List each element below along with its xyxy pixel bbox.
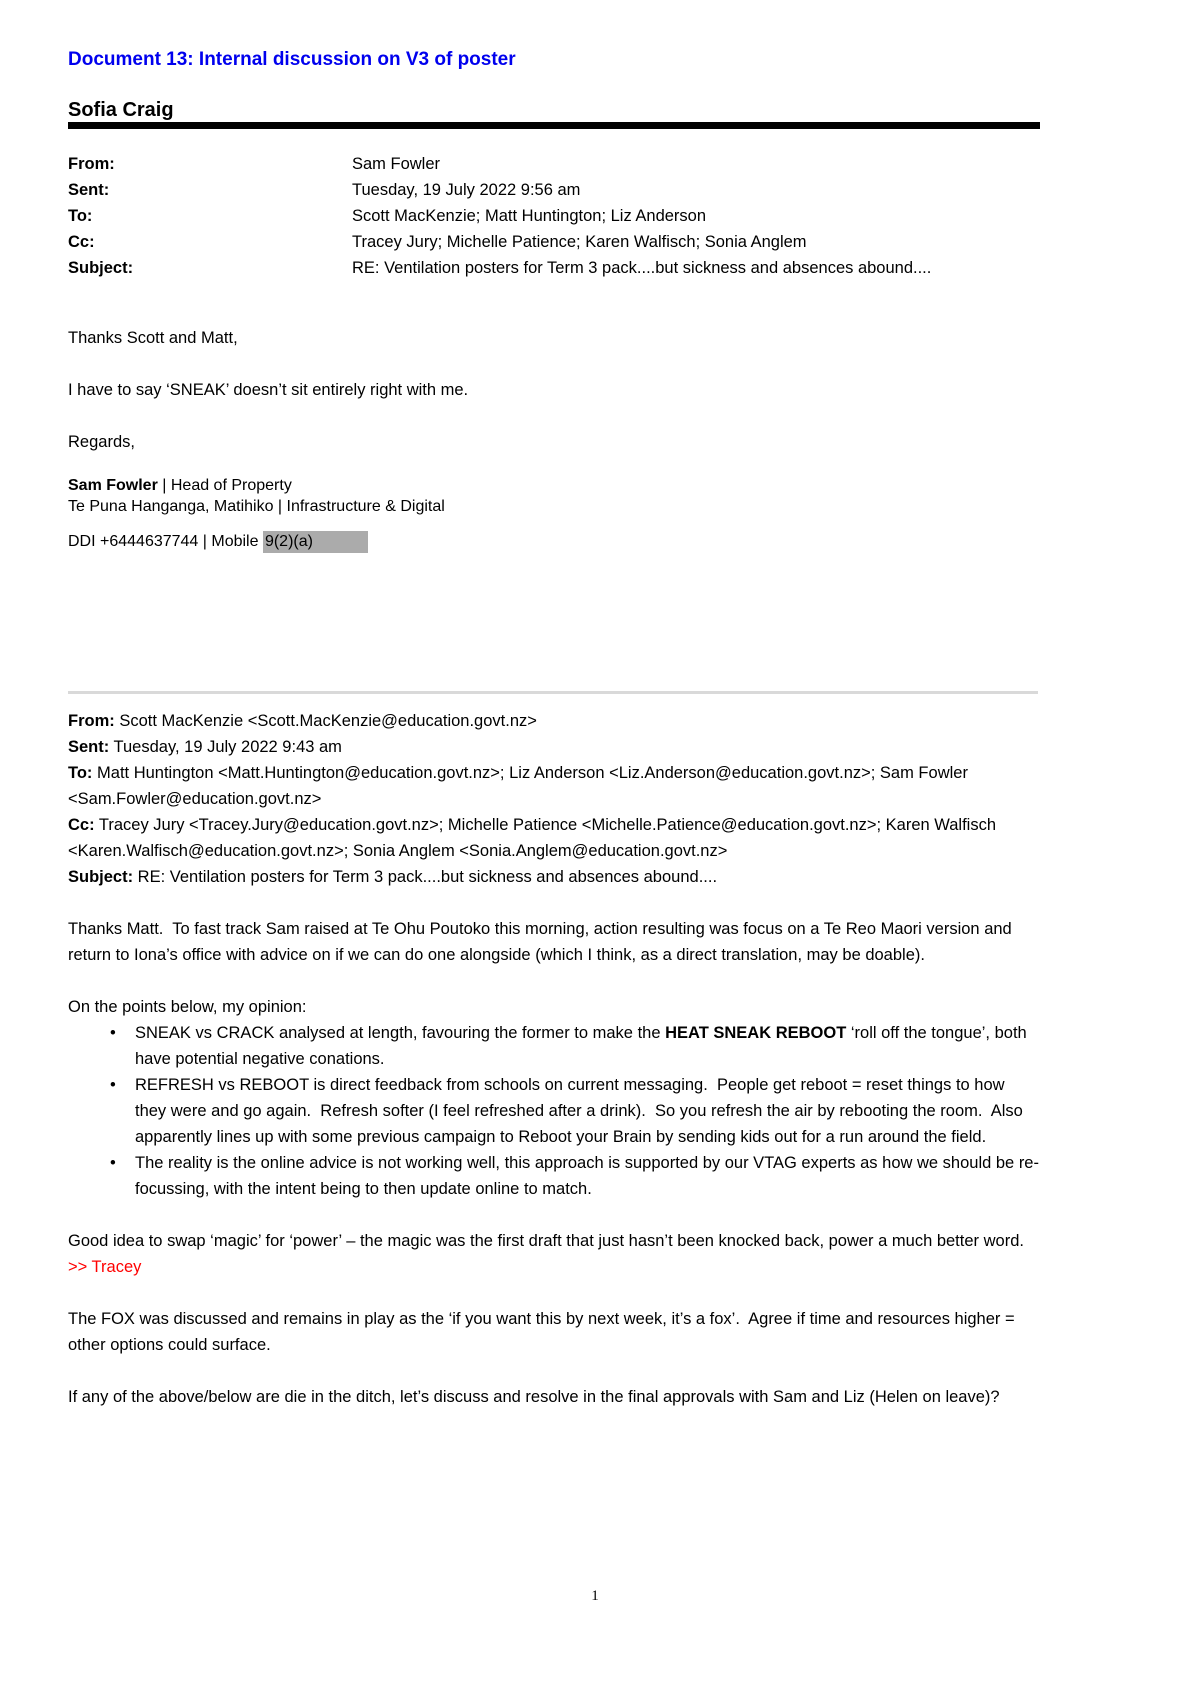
email2-sent-line xyxy=(68,734,1040,760)
email1-to-label: To: xyxy=(68,207,93,225)
signature-org-line: Te Puna Hanganga, Matihiko | Infrastructure & Digital xyxy=(68,498,445,515)
signature-contact-line xyxy=(68,531,1040,553)
email2-para3 xyxy=(68,1228,1040,1280)
bullet-sneak-vs-crack xyxy=(68,1020,1040,1072)
bullet-refresh-vs-reboot: • REFRESH vs REBOOT is direct feedback from schools on current messaging. People get reboot = reset things to how they were and go again. Refresh softer (I feel refreshed after a drink). So you refresh the air by rebooting the room. Also apparently lines up with some previous campaign to Reboot your Brain by sending kids out for a run around the field. xyxy=(68,1072,1040,1150)
document-title: Document 13: Internal discussion on V3 of poster xyxy=(68,49,516,70)
signature-role: | Head of Property xyxy=(157,477,292,494)
header-rule xyxy=(68,122,1040,129)
signature-contact-prefix: DDI +6444637744 | Mobile xyxy=(68,533,263,550)
email2-subject-line xyxy=(68,864,1040,890)
para3-main: Good idea to swap ‘magic’ for ‘power’ – the magic was the first draft that just hasn’t been knocked back, power a much better word. xyxy=(68,1232,1034,1250)
para3-tracey-annotation: >> Tracey xyxy=(68,1258,142,1276)
email2-cc-label: Cc: xyxy=(68,816,95,834)
email1-sent-label: Sent: xyxy=(68,181,110,199)
email1-signoff: Regards, xyxy=(68,433,135,451)
email1-header-fields xyxy=(68,151,1040,281)
email1-greeting: Thanks Scott and Matt, xyxy=(68,329,238,347)
email2-para2: On the points below, my opinion: xyxy=(68,998,307,1016)
redaction-box: 9(2)(a) xyxy=(263,531,368,553)
email1-sent-value: Tuesday, 19 July 2022 9:56 am xyxy=(352,181,581,199)
email1-subject-row xyxy=(68,255,1040,281)
author-header-block xyxy=(68,98,1040,129)
email1-sent-row xyxy=(68,177,1040,203)
email2-cc-line xyxy=(68,812,1040,864)
email2-from-value: Scott MacKenzie <Scott.MacKenzie@education.govt.nz> xyxy=(114,712,537,730)
email2-header-fields xyxy=(68,708,1040,890)
email1-subject-value: RE: Ventilation posters for Term 3 pack....but sickness and absences abound.... xyxy=(352,259,932,277)
email2-subject-value: RE: Ventilation posters for Term 3 pack....but sickness and absences abound.... xyxy=(133,868,718,886)
signature-name: Sam Fowler xyxy=(68,477,158,494)
email2-bullet-list xyxy=(68,1020,1040,1202)
page-number: 1 xyxy=(591,1588,599,1604)
author-name: Sofia Craig xyxy=(68,99,174,121)
bullet-online-advice: • The reality is the online advice is not working well, this approach is supported by our VTAG experts as how we should be re-focussing, with the intent being to then update online to match. xyxy=(68,1150,1040,1202)
email2-to-line xyxy=(68,760,1040,812)
email2-section xyxy=(68,708,1040,1410)
email1-cc-label: Cc: xyxy=(68,233,95,251)
bullet1-post: ‘roll off the tongue’, both have potential negative conations. xyxy=(135,1024,1032,1068)
bullet1-pre: SNEAK vs CRACK analysed at length, favouring the former to make the xyxy=(135,1024,666,1042)
bullet1-bold: HEAT SNEAK REBOOT xyxy=(665,1024,847,1042)
email1-to-value: Scott MacKenzie; Matt Huntington; Liz Anderson xyxy=(352,207,707,225)
email-divider-rule xyxy=(68,691,1038,694)
email1-cc-value: Tracey Jury; Michelle Patience; Karen Walfisch; Sonia Anglem xyxy=(352,233,807,251)
email2-cc-value: Tracey Jury <Tracey.Jury@education.govt.nz>; Michelle Patience <Michelle.Patience@education.govt.nz>; Karen Walfisch <Karen.Walfisch@education.govt.nz>; Sonia Anglem <Sonia.Anglem@education.govt.nz> xyxy=(68,816,1001,860)
email2-sent-value: Tuesday, 19 July 2022 9:43 am xyxy=(109,738,342,756)
email2-subject-label: Subject: xyxy=(68,868,134,886)
email2-para1: Thanks Matt. To fast track Sam raised at Te Ohu Poutoko this morning, action resulting was focus on a Te Reo Maori version and return to Iona’s office with advice on if we can do one alongside (which I think, as a direct translation, may be doable). xyxy=(68,920,1017,964)
email2-from-line xyxy=(68,708,1040,734)
email1-from-label: From: xyxy=(68,155,115,173)
email2-para4: The FOX was discussed and remains in play as the ‘if you want this by next week, it’s a fox’. Agree if time and resources higher = other options could surface. xyxy=(68,1310,1020,1354)
email1-from-value: Sam Fowler xyxy=(352,155,441,173)
email2-from-label: From: xyxy=(68,712,115,730)
email1-cc-row xyxy=(68,229,1040,255)
email1-to-row xyxy=(68,203,1040,229)
email2-para5: If any of the above/below are die in the ditch, let’s discuss and resolve in the final approvals with Sam and Liz (Helen on leave)? xyxy=(68,1388,1000,1406)
email2-to-label: To: xyxy=(68,764,93,782)
email1-from-row xyxy=(68,151,1040,177)
email2-to-value: Matt Huntington <Matt.Huntington@education.govt.nz>; Liz Anderson <Liz.Anderson@education.govt.nz>; Sam Fowler <Sam.Fowler@education.govt.nz> xyxy=(68,764,973,808)
email1-signature xyxy=(68,475,1040,553)
signature-name-line xyxy=(68,475,1040,496)
email1-subject-label: Subject: xyxy=(68,259,134,277)
email1-body-line: I have to say ‘SNEAK’ doesn’t sit entirely right with me. xyxy=(68,381,469,399)
email2-sent-label: Sent: xyxy=(68,738,110,756)
